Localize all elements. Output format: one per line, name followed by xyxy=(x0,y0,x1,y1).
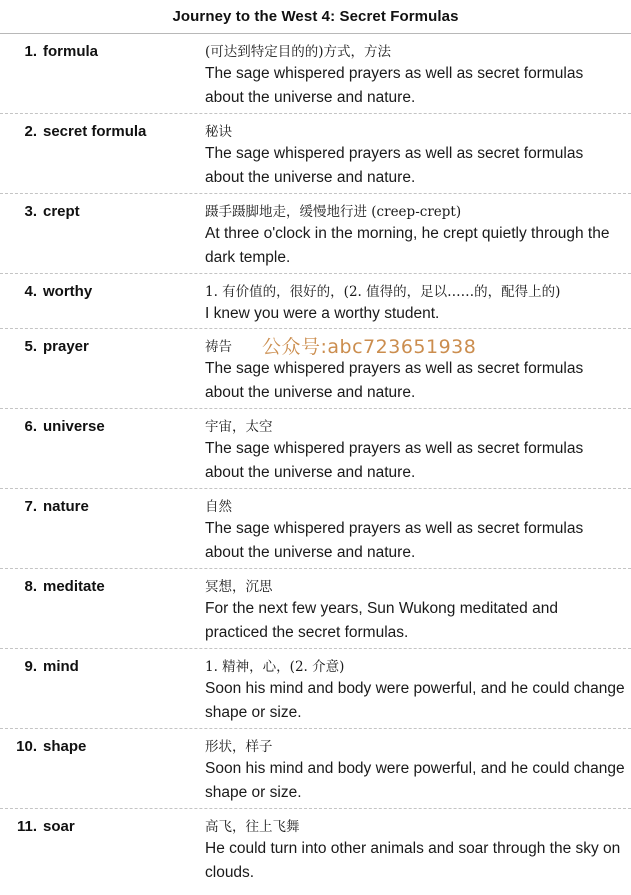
entry-example: He could turn into other animals and soar through the sky on clouds. xyxy=(205,840,621,881)
vocab-entry-worthy xyxy=(0,274,631,329)
entry-meaning: 冥想，沉思 xyxy=(205,579,273,595)
entry-word: crept xyxy=(43,203,80,220)
entry-example: The sage whispered prayers as well as secret formulas about the universe and nature. xyxy=(205,145,584,186)
entry-example: The sage whispered prayers as well as secret formulas about the universe and nature. xyxy=(205,65,584,106)
vocab-entry-crept xyxy=(0,194,631,274)
entry-word: nature xyxy=(43,498,89,515)
entry-word: secret formula xyxy=(43,123,147,140)
vocab-entry-shape xyxy=(0,729,631,809)
vocab-entry-nature xyxy=(0,489,631,569)
entry-example: Soon his mind and body were powerful, and he could change shape or size. xyxy=(205,680,625,721)
entry-word: prayer xyxy=(43,338,89,355)
vocab-entry-meditate xyxy=(0,569,631,649)
entry-number: 6. xyxy=(24,418,37,435)
entry-number: 9. xyxy=(24,658,37,675)
entry-example: Soon his mind and body were powerful, and he could change shape or size. xyxy=(205,760,625,801)
vocab-entry-mind xyxy=(0,649,631,729)
entry-example: The sage whispered prayers as well as secret formulas about the universe and nature. xyxy=(205,520,584,561)
entry-example: At three o'clock in the morning, he crept quietly through the dark temple. xyxy=(205,225,610,266)
entry-number: 7. xyxy=(24,498,37,515)
entry-meaning: 1. 精神，心，(2. 介意) xyxy=(205,659,345,675)
entry-word: soar xyxy=(43,818,75,835)
entry-word: meditate xyxy=(43,578,105,595)
entry-word: universe xyxy=(43,418,105,435)
entry-number: 3. xyxy=(24,203,37,220)
vocab-entry-soar xyxy=(0,809,631,895)
entry-meaning: 宇宙，太空 xyxy=(205,419,273,435)
entry-meaning: 形状，样子 xyxy=(205,739,273,755)
entry-example: I knew you were a worthy student. xyxy=(205,305,440,322)
entry-number: 2. xyxy=(24,123,37,140)
entry-meaning: 自然 xyxy=(205,499,232,515)
vocabulary-list xyxy=(0,33,631,895)
entry-number: 8. xyxy=(24,578,37,595)
entry-meaning: (可达到特定目的的)方式，方法 xyxy=(205,44,392,60)
entry-meaning: 蹑手蹑脚地走，缓慢地行进 (creep-crept) xyxy=(205,204,462,220)
entry-word: mind xyxy=(43,658,79,675)
entry-example: For the next few years, Sun Wukong meditated and practiced the secret formulas. xyxy=(205,600,558,641)
entry-number: 5. xyxy=(24,338,37,355)
entry-word: shape xyxy=(43,738,87,755)
entry-meaning: 1. 有价值的，很好的，(2. 值得的，足以……的，配得上的) xyxy=(205,284,561,300)
entry-meaning: 祷告 xyxy=(205,339,232,355)
entry-word: formula xyxy=(43,43,99,60)
page-title: Journey to the West 4: Secret Formulas xyxy=(172,8,459,25)
vocab-entry-formula xyxy=(0,34,631,114)
entry-meaning: 高飞，往上飞舞 xyxy=(205,819,300,835)
vocab-entry-secret-formula xyxy=(0,114,631,194)
entry-example: The sage whispered prayers as well as secret formulas about the universe and nature. xyxy=(205,360,584,401)
entry-number: 10. xyxy=(16,738,37,755)
entry-number: 1. xyxy=(24,43,37,60)
entry-number: 11. xyxy=(16,818,37,835)
entry-meaning: 秘诀 xyxy=(205,124,232,140)
entry-number: 4. xyxy=(24,283,37,300)
entry-example: The sage whispered prayers as well as secret formulas about the universe and nature. xyxy=(205,440,584,481)
vocab-entry-universe xyxy=(0,409,631,489)
watermark: 公众号:abc723651938 xyxy=(262,336,477,358)
entry-word: worthy xyxy=(43,283,93,300)
